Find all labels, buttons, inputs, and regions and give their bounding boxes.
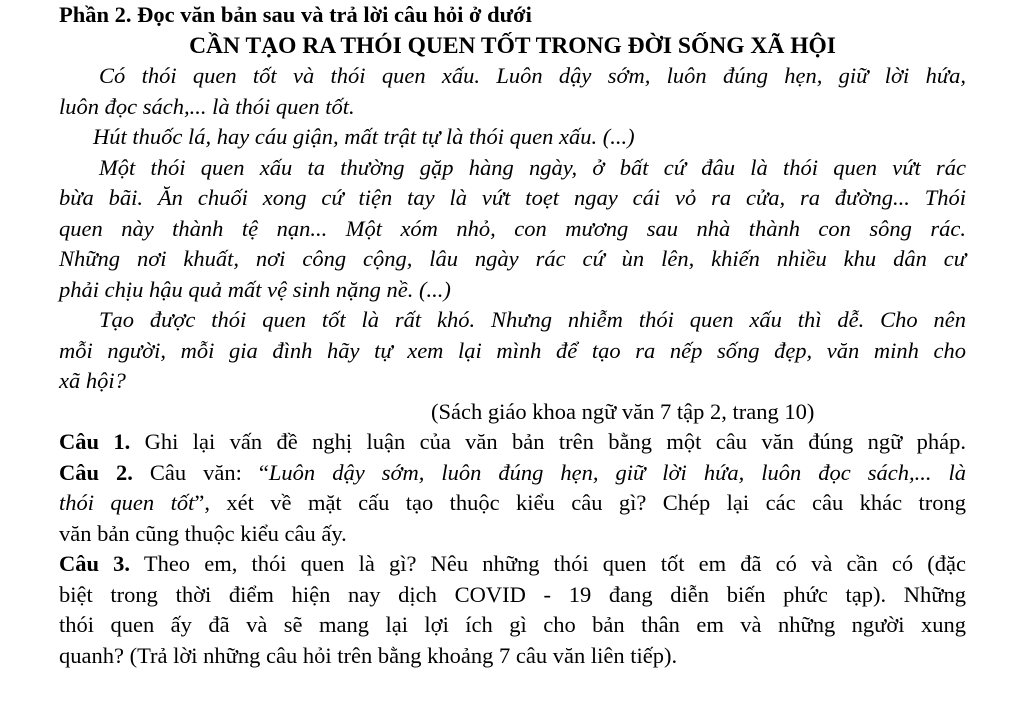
question-2-prefix: Câu văn: “ (132, 459, 269, 485)
passage-p3-line5: phải chịu hậu quả mất vệ sinh nặng nề. (...) (59, 276, 451, 302)
question-3-line4: quanh? (Trả lời những câu hỏi trên bằng khoảng 7 câu văn liên tiếp). (59, 642, 678, 668)
question-2-label: Câu 2. (59, 459, 133, 485)
question-3-text-part1: Theo em, thói quen là gì? Nêu những thói quen tốt em đã có và cần có (đặc (130, 551, 966, 576)
passage-p3-line2: bừa bãi. Ăn chuối xong cứ tiện tay là vứt toẹt ngay cái vỏ ra cửa, ra đường... Thói (59, 185, 966, 210)
passage-p1-line2: luôn đọc sách,... là thói quen tốt. (59, 93, 355, 119)
passage-p1-line1: Có thói quen tốt và thói quen xấu. Luôn dậy sớm, luôn đúng hẹn, giữ lời hứa, (99, 63, 966, 88)
question-3-line1 (59, 549, 966, 580)
passage-p4-line1: Tạo được thói quen tốt là rất khó. Nhưng nhiễm thói quen xấu thì dễ. Cho nên (99, 307, 966, 332)
question-2-line3: văn bản cũng thuộc kiểu câu ấy. (59, 520, 347, 546)
question-2-line2 (59, 488, 966, 519)
passage-p4-line2: mỗi người, mỗi gia đình hãy tự xem lại mình để tạo ra nếp sống đẹp, văn minh cho (59, 337, 966, 363)
question-3-label: Câu 3. (59, 551, 131, 576)
question-2-text: ”, xét về mặt cấu tạo thuộc kiểu câu gì? Chép lại các câu khác trong (194, 490, 966, 515)
question-3-line2: biệt trong thời điểm hiện nay dịch COVID - 19 đang diễn biến phức tạp). Những (59, 581, 966, 607)
question-2-quote-part1: Luôn dậy sớm, luôn đúng hẹn, giữ lời hứa, luôn đọc sách,... là (268, 459, 966, 485)
passage-p4-line3: xã hội? (59, 368, 126, 393)
question-1 (59, 427, 966, 458)
passage-source: (Sách giáo khoa ngữ văn 7 tập 2, trang 10) (431, 398, 815, 424)
passage-p2-line1: Hút thuốc lá, hay cáu giận, mất trật tự là thói quen xấu. (...) (93, 124, 635, 149)
question-3-line3: thói quen ấy đã và sẽ mang lại lợi ích gì cho bản thân em và những người xung (59, 612, 966, 637)
passage-p3-line3: quen này thành tệ nạn... Một xóm nhỏ, con mương sau nhà thành con sông rác. (59, 215, 966, 241)
passage-p3-line1: Một thói quen xấu ta thường gặp hàng ngày, ở bất cứ đâu là thói quen vứt rác (99, 154, 966, 180)
document-page (59, 0, 966, 671)
question-2-quote-part2: thói quen tốt (59, 490, 195, 515)
question-2-line1 (59, 458, 966, 489)
question-1-label: Câu 1. (59, 429, 131, 454)
passage-p3-line4: Những nơi khuất, nơi công cộng, lâu ngày rác cứ ùn lên, khiến nhiều khu dân cư (59, 246, 966, 271)
question-1-text: Ghi lại vấn đề nghị luận của văn bản trên bằng một câu văn đúng ngữ pháp. (130, 429, 966, 454)
passage-title: CẦN TẠO RA THÓI QUEN TỐT TRONG ĐỜI SỐNG XÃ HỘI (189, 32, 836, 59)
section-heading: Phần 2. Đọc văn bản sau và trả lời câu hỏi ở dưới (59, 2, 532, 27)
